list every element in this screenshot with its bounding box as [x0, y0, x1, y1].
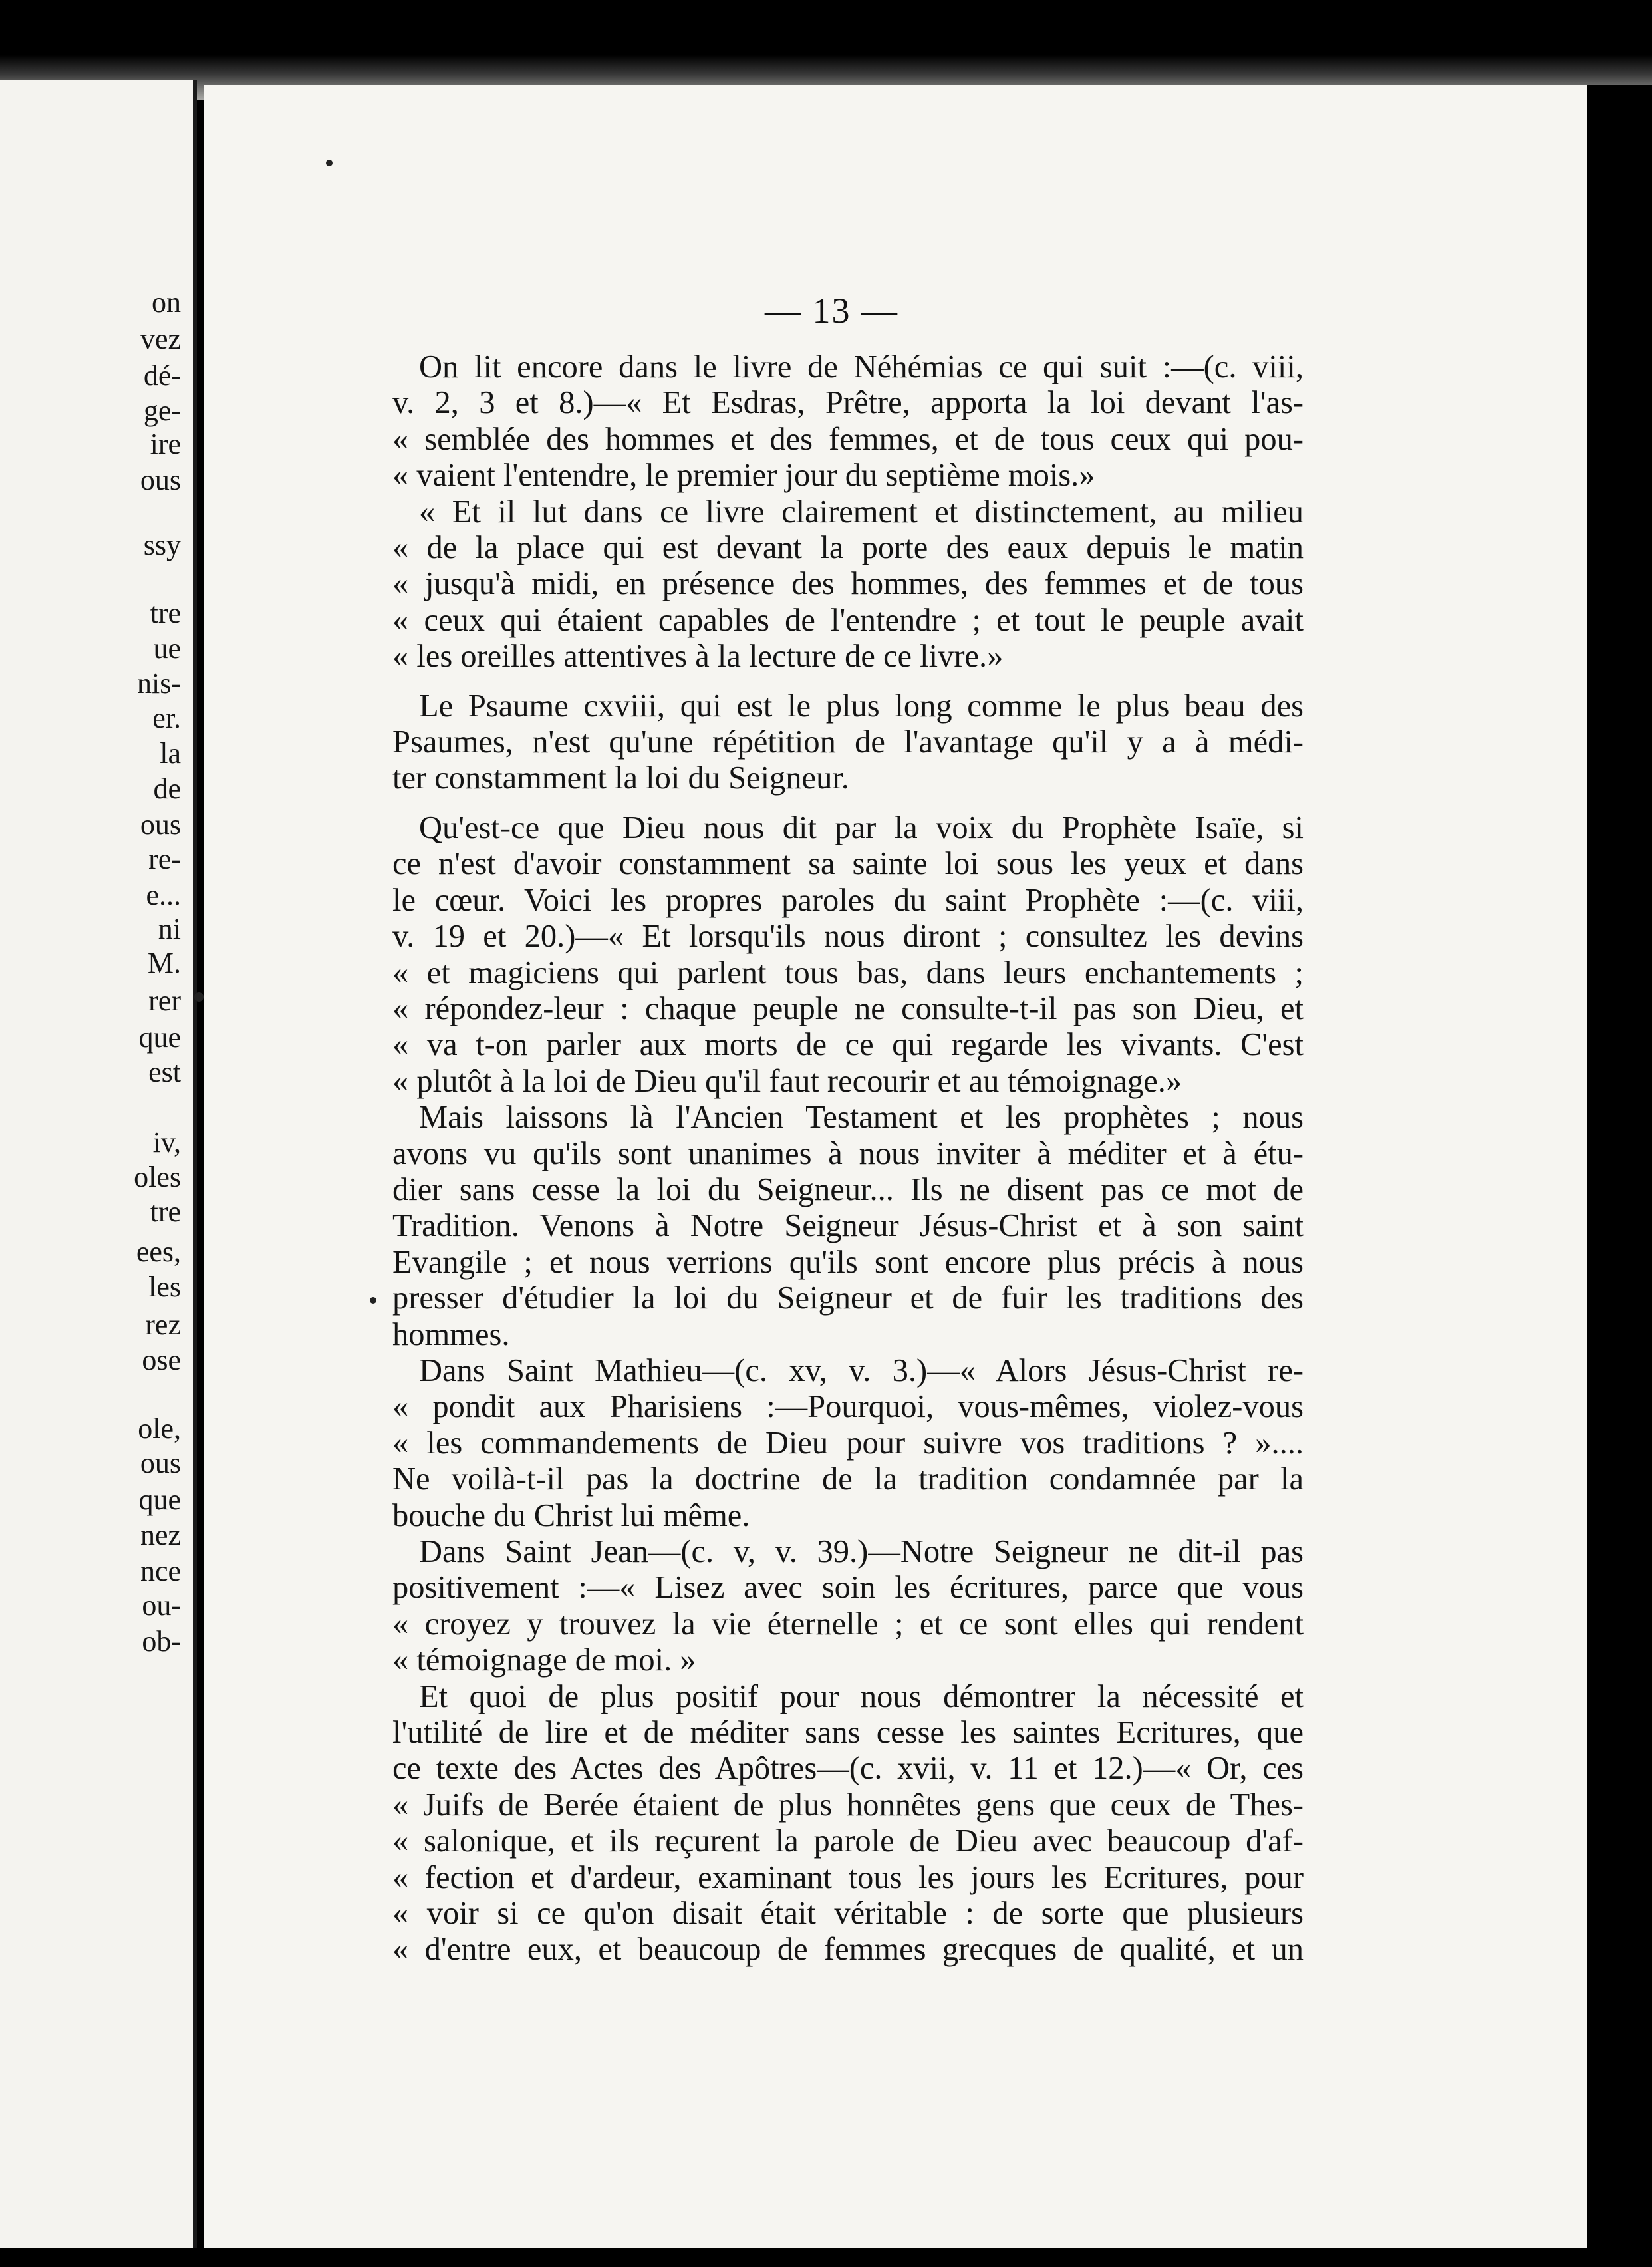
- left-page-fragment: re-: [148, 843, 181, 875]
- left-page-fragment: ue: [153, 632, 181, 665]
- left-page-fragment: que: [138, 1021, 181, 1054]
- text-line: On lit encore dans le livre de Néhémias ce qui suit :—(c. viii,: [419, 349, 1304, 384]
- left-page-fragment: les: [148, 1271, 181, 1303]
- left-page-fragment: ous: [140, 808, 181, 841]
- body-text: [392, 349, 1304, 1968]
- left-page-fragment: ssy: [143, 529, 181, 561]
- text-line: bouche du Christ lui même.: [392, 1497, 750, 1533]
- left-page-fragment: ous: [140, 464, 181, 496]
- left-page-fragment: ole,: [138, 1412, 181, 1445]
- text-line: Mais laissons là l'Ancien Testament et les prophètes ; nous: [419, 1100, 1304, 1135]
- left-page-fragment: nis-: [137, 667, 181, 700]
- text-line: « va t-on parler aux morts de ce qui regarde les vivants. C'est: [392, 1027, 1304, 1063]
- text-line: « vaient l'entendre, le premier jour du septième mois.»: [392, 458, 1095, 494]
- left-page-fragment: de: [153, 772, 181, 805]
- text-line: Dans Saint Jean—(c. v, v. 39.)—Notre Seigneur ne dit-il pas: [419, 1534, 1304, 1569]
- text-line: le cœur. Voici les propres paroles du saint Prophète :—(c. viii,: [392, 882, 1304, 918]
- ink-speck: [326, 160, 333, 166]
- left-page-fragment: dé-: [143, 359, 181, 392]
- left-page-fragment: vez: [140, 323, 181, 355]
- text-line: dier sans cesse la loi du Seigneur... Ils ne disent pas ce mot de: [392, 1171, 1304, 1207]
- left-page-fragment: er.: [152, 702, 181, 734]
- left-page-fragment: ni: [158, 913, 181, 945]
- left-page-fragment: iv,: [152, 1126, 181, 1159]
- text-line: Dans Saint Mathieu—(c. xv, v. 3.)—« Alors Jésus-Christ re-: [419, 1352, 1304, 1388]
- text-line: « les oreilles attentives à la lecture de ce livre.»: [392, 639, 1004, 675]
- left-page-strip: [0, 80, 197, 2248]
- left-page-fragment: ees,: [136, 1235, 181, 1268]
- text-line: « les commandements de Dieu pour suivre vos traditions ? »....: [392, 1425, 1304, 1461]
- left-page-fragment: M.: [147, 947, 181, 979]
- text-line: l'utilité de lire et de méditer sans cesse les saintes Ecritures, que: [392, 1715, 1304, 1751]
- text-line: Qu'est-ce que Dieu nous dit par la voix du Prophète Isaïe, si: [419, 810, 1304, 845]
- text-line: « d'entre eux, et beaucoup de femmes grecques de qualité, et un: [392, 1932, 1304, 1968]
- text-line: « répondez-leur : chaque peuple ne consulte-t-il pas son Dieu, et: [392, 990, 1304, 1026]
- left-page-fragment: nce: [140, 1555, 181, 1587]
- left-page-fragment: rer: [148, 984, 181, 1017]
- text-line: « fection et d'ardeur, examinant tous les jours les Ecritures, pour: [392, 1859, 1304, 1895]
- text-line: Tradition. Venons à Notre Seigneur Jésus-Christ et à son saint: [392, 1208, 1304, 1244]
- text-line: « voir si ce qu'on disait était véritable : de sorte que plusieurs: [392, 1896, 1304, 1932]
- text-line: Evangile ; et nous verrions qu'ils sont encore plus précis à nous: [392, 1244, 1304, 1280]
- left-page-fragment: la: [160, 737, 181, 770]
- text-line: avons vu qu'ils sont unanimes à nous inviter à méditer et à étu-: [392, 1135, 1304, 1171]
- text-line: Psaumes, n'est qu'une répétition de l'avantage qu'il y a à médi-: [392, 724, 1304, 760]
- scan-bottom-edge: [0, 2248, 1652, 2267]
- left-page-fragment: est: [148, 1056, 181, 1088]
- text-line: « salonique, et ils reçurent la parole de Dieu avec beaucoup d'af-: [392, 1823, 1304, 1859]
- text-line: presser d'étudier la loi du Seigneur et de fuir les traditions des: [392, 1281, 1304, 1316]
- left-page-fragment: ou-: [142, 1589, 181, 1622]
- text-line: « plutôt à la loi de Dieu qu'il faut recourir et au témoignage.»: [392, 1063, 1182, 1099]
- text-line: ce texte des Actes des Apôtres—(c. xvii, v. 11 et 12.)—« Or, ces: [392, 1751, 1304, 1787]
- text-line: Le Psaume cxviii, qui est le plus long comme le plus beau des: [419, 688, 1304, 724]
- scan-right-edge: [1587, 85, 1652, 2252]
- text-line: « de la place qui est devant la porte des eaux depuis le matin: [392, 530, 1304, 566]
- text-line: « semblée des hommes et des femmes, et de tous ceux qui pou-: [392, 421, 1304, 457]
- text-line: v. 2, 3 et 8.)—« Et Esdras, Prêtre, apporta la loi devant l'as-: [392, 385, 1304, 421]
- text-line: « croyez y trouvez la vie éternelle ; et ce sont elles qui rendent: [392, 1606, 1304, 1642]
- text-line: « et magiciens qui parlent tous bas, dans leurs enchantements ;: [392, 955, 1304, 990]
- left-page-fragment: que: [138, 1483, 181, 1516]
- page-number: — 13 —: [765, 291, 898, 331]
- text-line: « jusqu'à midi, en présence des hommes, des femmes et de tous: [392, 566, 1304, 602]
- text-line: « Juifs de Berée étaient de plus honnêtes gens que ceux de Thes-: [392, 1787, 1304, 1823]
- text-line: Ne voilà-t-il pas la doctrine de la tradition condamnée par la: [392, 1461, 1304, 1497]
- text-line: ce n'est d'avoir constamment sa sainte loi sous les yeux et dans: [392, 846, 1304, 882]
- text-line: v. 19 et 20.)—« Et lorsqu'ils nous diront ; consultez les devins: [392, 919, 1304, 955]
- text-line: Et quoi de plus positif pour nous démontrer la nécessité et: [419, 1678, 1304, 1714]
- text-line: « témoignage de moi. »: [392, 1642, 696, 1678]
- left-page-fragment: oles: [134, 1161, 181, 1193]
- left-page-fragment: ge-: [143, 394, 181, 427]
- left-page-fragment: tre: [150, 597, 181, 629]
- ink-speck: [194, 992, 204, 1002]
- left-page-fragment: ose: [142, 1344, 181, 1376]
- text-line: « pondit aux Pharisiens :—Pourquoi, vous-mêmes, violez-vous: [392, 1389, 1304, 1425]
- left-page-fragment: on: [152, 286, 181, 319]
- left-page-fragment: e...: [146, 879, 181, 911]
- text-line: positivement :—« Lisez avec soin les écritures, parce que vous: [392, 1570, 1304, 1606]
- left-page-fragment: ire: [150, 428, 181, 460]
- left-page-fragment: rez: [145, 1308, 181, 1341]
- text-line: « Et il lut dans ce livre clairement et distinctement, au milieu: [419, 494, 1304, 529]
- ink-speck: [370, 1297, 376, 1304]
- text-line: « ceux qui étaient capables de l'entendre ; et tout le peuple avait: [392, 602, 1304, 638]
- left-page-fragment: tre: [150, 1195, 181, 1228]
- left-page-fragment: ous: [140, 1447, 181, 1479]
- left-page-fragment: ob-: [142, 1625, 181, 1658]
- left-page-fragment: nez: [140, 1519, 181, 1551]
- text-line: hommes.: [392, 1316, 510, 1352]
- text-line: ter constamment la loi du Seigneur.: [392, 760, 849, 796]
